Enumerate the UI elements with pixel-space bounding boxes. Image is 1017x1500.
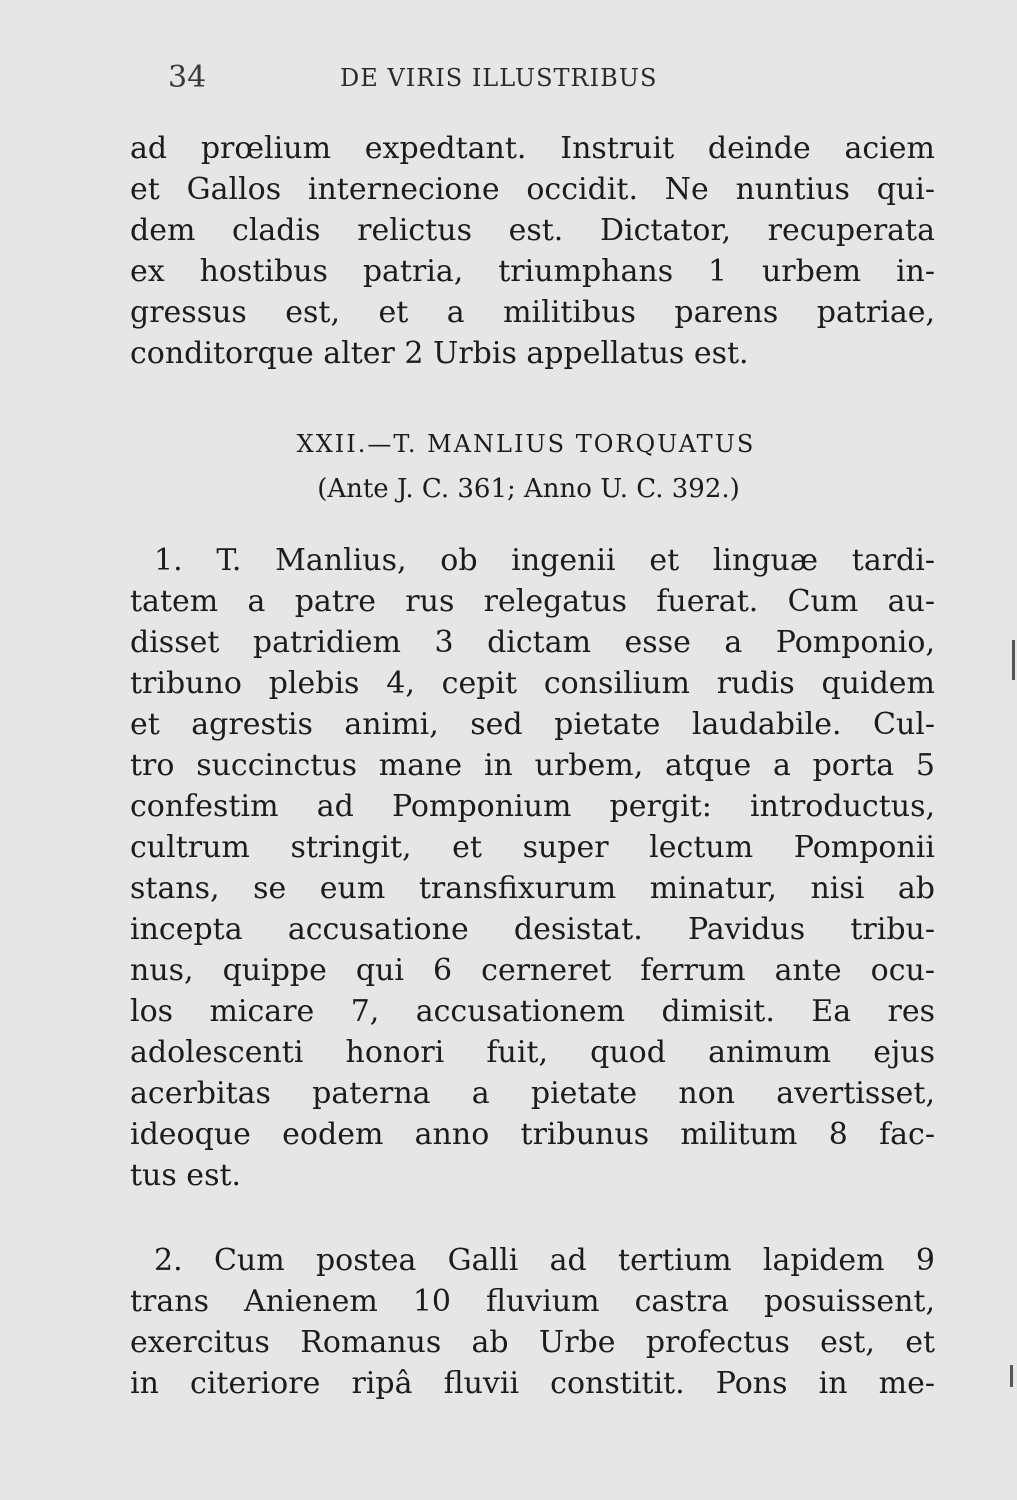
text-line: gressus est, et a militibus parens patriae,: [130, 295, 935, 330]
text-line: trans Anienem 10 fluvium castra posuissent,: [130, 1284, 935, 1319]
text-line: dem cladis relictus est. Dictator, recuperata: [130, 213, 935, 248]
text-line: tro succinctus mane in urbem, atque a porta 5: [130, 748, 935, 783]
chapter-title: XXII.—T. MANLIUS TORQUATUS: [296, 430, 756, 458]
page-number: 34: [168, 60, 207, 95]
paragraph-2: [130, 1240, 935, 1404]
paragraph-1: [130, 540, 935, 1196]
text-line: 2. Cum postea Galli ad tertium lapidem 9: [154, 1243, 935, 1278]
text-line: adolescenti honori fuit, quod animum ejus: [130, 1035, 935, 1070]
text-line: 1. T. Manlius, ob ingenii et linguæ tardi-: [154, 543, 935, 578]
continuation-paragraph: [130, 128, 935, 374]
text-line: acerbitas paterna a pietate non avertisset,: [130, 1076, 935, 1111]
text-line: nus, quippe qui 6 cerneret ferrum ante ocu-: [130, 953, 935, 988]
text-line: stans, se eum transfixurum minatur, nisi ab: [130, 871, 935, 906]
text-line: tribuno plebis 4, cepit consilium rudis quidem: [130, 666, 935, 701]
text-line: exercitus Romanus ab Urbe profectus est, et: [130, 1325, 935, 1360]
text-line: ex hostibus patria, triumphans 1 urbem in-: [130, 254, 935, 289]
running-head: [168, 60, 748, 100]
text-line: disset patridiem 3 dictam esse a Pomponio,: [130, 625, 935, 660]
running-title: DE VIRIS ILLUSTRIBUS: [340, 64, 658, 92]
text-line: ad prœlium expedtant. Instruit deinde aciem: [130, 131, 935, 166]
text-line: incepta accusatione desistat. Pavidus tribu-: [130, 912, 935, 947]
text-line: confestim ad Pomponium pergit: introductus,: [130, 789, 935, 824]
page-edge-mark: [1010, 1365, 1013, 1387]
text-line: tatem a patre rus relegatus fuerat. Cum au-: [130, 584, 935, 619]
page-edge-mark: [1012, 640, 1015, 680]
text-line: cultrum stringit, et super lectum Pomponii: [130, 830, 935, 865]
text-line: et agrestis animi, sed pietate laudabile. Cul-: [130, 707, 935, 742]
text-line: ideoque eodem anno tribunus militum 8 fac-: [130, 1117, 935, 1152]
text-line: et Gallos internecione occidit. Ne nuntius qui-: [130, 172, 935, 207]
text-line: conditorque alter 2 Urbis appellatus est.: [130, 336, 749, 371]
text-line: los micare 7, accusationem dimisit. Ea res: [130, 994, 935, 1029]
text-line: in citeriore ripâ fluvii constitit. Pons in me-: [130, 1366, 935, 1401]
chapter-date: (Ante J. C. 361; Anno U. C. 392.): [317, 474, 740, 504]
text-line: tus est.: [130, 1158, 242, 1193]
